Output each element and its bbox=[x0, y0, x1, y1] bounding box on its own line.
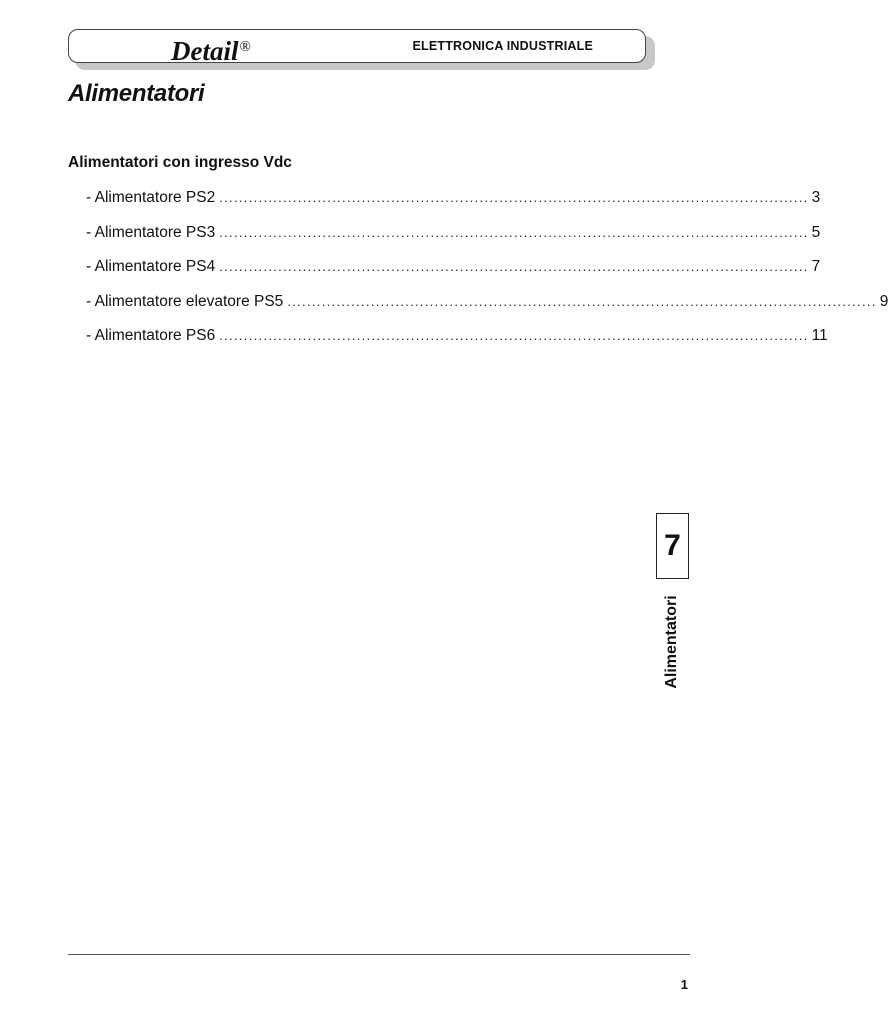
section-heading: Alimentatori con ingresso Vdc bbox=[68, 154, 292, 171]
toc-leader-dots: ........................................................................................................................ bbox=[219, 259, 809, 274]
chapter-side-label: Alimentatori bbox=[663, 595, 680, 689]
page-title: Alimentatori bbox=[68, 80, 205, 107]
brand-name: Detail bbox=[171, 36, 239, 66]
toc-entry-label: - Alimentatore PS3 bbox=[86, 223, 216, 241]
toc-entry[interactable] bbox=[86, 327, 828, 362]
toc-entry[interactable] bbox=[86, 258, 821, 293]
chapter-number-tab: 7 bbox=[656, 513, 689, 579]
header-category: ELETTRONICA INDUSTRIALE bbox=[412, 39, 593, 53]
toc-leader-dots: ........................................................................................................................ bbox=[219, 190, 809, 205]
toc-entry[interactable] bbox=[86, 189, 821, 224]
toc-entry[interactable] bbox=[86, 223, 821, 259]
toc-leader-dots: ........................................................................................................................ bbox=[219, 224, 809, 240]
footer-divider bbox=[68, 954, 690, 955]
toc-entry-label: - Alimentatore PS4 bbox=[86, 258, 216, 275]
toc-entry-label: - Alimentatore PS6 bbox=[86, 327, 216, 344]
page-header bbox=[68, 29, 646, 66]
toc-entry-page: 5 bbox=[811, 223, 821, 241]
toc-leader-dots: ........................................................................................................................ bbox=[219, 328, 809, 343]
toc-entry-label: - Alimentatore elevatore PS5 bbox=[86, 292, 284, 310]
page-number: 1 bbox=[680, 977, 688, 992]
toc-entry-page: 3 bbox=[811, 189, 821, 206]
toc-entry-page: 11 bbox=[811, 327, 828, 344]
table-of-contents bbox=[86, 189, 888, 362]
toc-entry[interactable] bbox=[86, 292, 888, 328]
brand-logo bbox=[171, 32, 251, 66]
toc-leader-dots: ........................................................................................................................ bbox=[287, 293, 877, 309]
toc-entry-page: 7 bbox=[811, 258, 821, 275]
toc-entry-label: - Alimentatore PS2 bbox=[86, 189, 216, 206]
toc-entry-page: 9 bbox=[879, 292, 888, 310]
registered-mark: ® bbox=[239, 39, 251, 55]
